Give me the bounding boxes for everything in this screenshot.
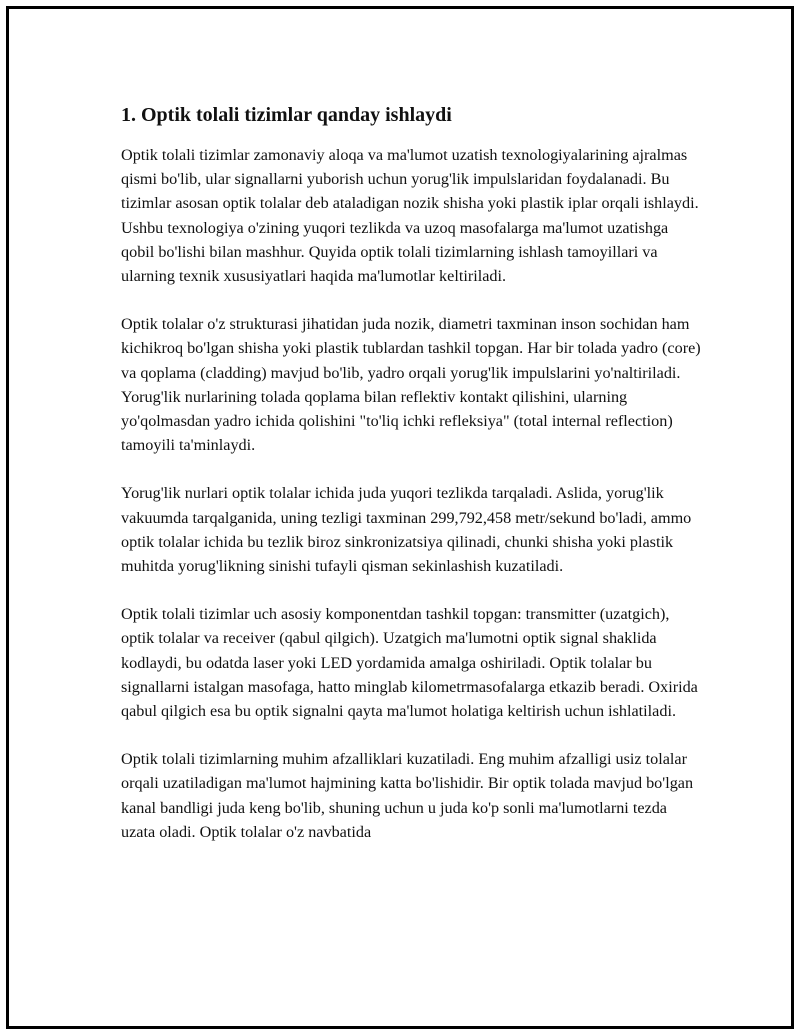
page-frame [6,6,794,1029]
paragraph-4: Optik tolali tizimlar uch asosiy komponentdan tashkil topgan: transmitter (uzatgich), optik tolalar va receiver (qabul qilgich). Uzatgich ma'lumotni optik signal shaklida kodlaydi, bu odatda laser yoki LED yordamida amalga oshiriladi. Optik tolalar bu signallarni istalgan masofaga, hatto minglab kilometrmasofalarga etkazib beradi. Oxirida qabul qilgich esa bu optik signalni qayta ma'lumot holatiga keltirish uchun ishlatiladi. [121,605,698,721]
document-body [121,101,701,868]
section-heading: 1. Optik tolali tizimlar qanday ishlaydi [121,104,452,126]
paragraph-3: Yorug'lik nurlari optik tolalar ichida juda yuqori tezlikda tarqaladi. Aslida, yorug'lik vakuumda tarqalganida, uning tezligi taxminan 299,792,458 metr/sekund bo'ladi, ammo optik tolalar ichida bu tezlik biroz sinkronizatsiya qilinadi, chunki shisha yoki plastik muhitda yorug'likning sinishi tufayli qisman sekinlashish kuzatiladi. [121,484,692,576]
paragraph-2: Optik tolalar o'z strukturasi jihatidan juda nozik, diametri taxminan inson sochidan ham kichikroq bo'lgan shisha yoki plastik tublardan tashkil topgan. Har bir tolada yadro (core) va qoplama (cladding) mavjud bo'lib, yadro orqali yorug'lik impulslarini yo'naltiriladi. Yorug'lik nurlarining tolada qoplama bilan reflektiv kontakt qilishini, ularning yo'qolmasdan yadro ichida qolishini "to'liq ichki refleksiya" (total internal reflection) tamoyili ta'minlaydi. [121,315,701,455]
paragraph-1: Optik tolali tizimlar zamonaviy aloqa va ma'lumot uzatish texnologiyalarining ajralmas qismi bo'lib, ular signallarni yuborish uchun yorug'lik impulslaridan foydalanadi. Bu tizimlar asosan optik tolalar deb ataladigan nozik shisha yoki plastik iplar orqali ishlaydi. Ushbu texnologiya o'zining yuqori tezlikda va uzoq masofalarga ma'lumot uzatishga qobil bo'lishi bilan mashhur. Quyida optik tolali tizimlarning ishlash tamoyillari va ularning texnik xususiyatlari haqida ma'lumotlar keltiriladi. [121,146,699,286]
paragraph-5: Optik tolali tizimlarning muhim afzalliklari kuzatiladi. Eng muhim afzalligi usiz tolalar orqali uzatiladigan ma'lumot hajmining katta bo'lishidir. Bir optik tolada mavjud bo'lgan kanal bandligi juda keng bo'lib, shuning uchun u juda ko'p sonli ma'lumotlarni tezda uzata oladi. Optik tolalar o'z navbatida [121,750,694,841]
